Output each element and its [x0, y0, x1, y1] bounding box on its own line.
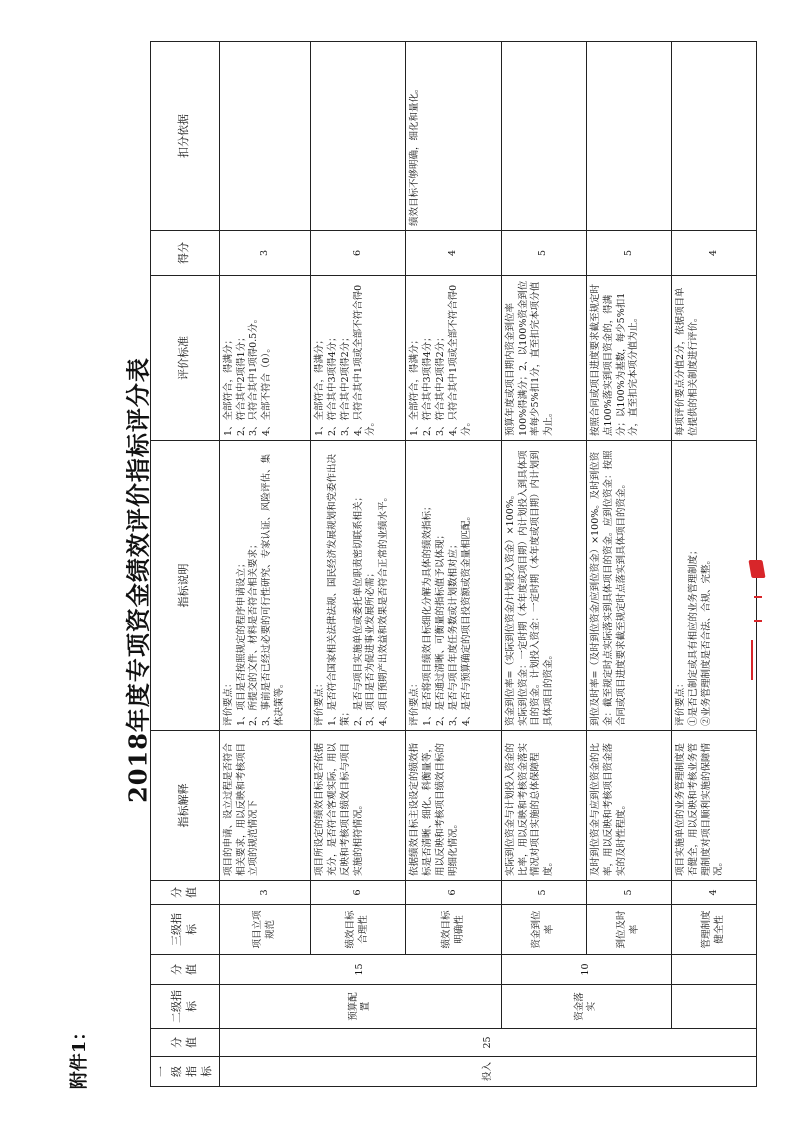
- l2-score-empty: [671, 955, 756, 985]
- explain-cell: 实际到位资金与计划投入资金的比率，用以反映和考核资金落实情况对项目实施的总体保障程度。: [501, 731, 586, 881]
- header-l3-score: 分值: [151, 881, 220, 905]
- criteria-cell: 1、全部符合，得满分； 2、符合其中3项得4分； 3、符合其中2项得2分； 4、只符合其中1项或全部不符合得0分。: [406, 276, 501, 441]
- explain-cell: 项目的申请、设立过程是否符合相关要求，用以反映和考核项目立项的规范情况下: [219, 731, 310, 881]
- got-cell: 5: [586, 231, 671, 276]
- criteria-cell: 每项评价要点分值2分，依据项目单位提供的相关制度进行评价。: [671, 276, 756, 441]
- table-row: [586, 42, 671, 1087]
- header-l1-score: 分值: [151, 1029, 220, 1057]
- red-seal-fragment: [748, 560, 770, 690]
- explain-cell: 项目所设定的绩效目标是否依据充分，是否符合客观实际，用以反映和考核项目绩效目标与项目实施的相符情况。: [311, 731, 406, 881]
- l3-score: 4: [671, 881, 756, 905]
- header-desc: 指标说明: [151, 441, 220, 731]
- got-cell: 6: [311, 231, 406, 276]
- seal-mark: [748, 560, 765, 578]
- deduct-cell: [586, 42, 671, 231]
- seal-mark: [754, 596, 762, 622]
- header-got: 得分: [151, 231, 220, 276]
- l3-name: 项目立项规范: [219, 905, 310, 955]
- l3-score: 5: [501, 881, 586, 905]
- deduct-cell: [501, 42, 586, 231]
- deduct-cell: [219, 42, 310, 231]
- criteria-cell: 预算年度或项目期内资金到位率100%得满分；2、以100%资金到位率每少5%扣1分，直至扣完本项分值为止。: [501, 276, 586, 441]
- desc-cell: 评价要点： ①是否已制定或具有相应的业务管理制度； ②业务管理制度是否合法、合规、完整。: [671, 441, 756, 731]
- desc-cell: 资金到位率=（实际到位资金/计划投入资金）×100%。 实际到位资金：一定时期（本年度或项目期）内计划投入到具体项目的资金。计划投入资金：一定时期（本年度或项目期）内计划到具体项目的资金。: [501, 441, 586, 731]
- l3-name: 管理制度健全性: [671, 905, 756, 955]
- l3-name: 绩效目标合理性: [311, 905, 406, 955]
- header-l3: 三级指标: [151, 905, 220, 955]
- l2-score-budget: 15: [219, 955, 501, 985]
- l3-name: 绩效目标明确性: [406, 905, 501, 955]
- l3-score: 3: [219, 881, 310, 905]
- header-deduct: 扣分依据: [151, 42, 220, 231]
- desc-cell: 到位及时率=（及时到位资金/应到位资金）×100%。及时到位资金：截至规定时点实际落实到具体项目的资金。应到位资金：按照合同或项目进度要求截至规定时点落实到具体项目的资金。: [586, 441, 671, 731]
- header-l2: 二级指标: [151, 985, 220, 1029]
- criteria-cell: 1、全部符合，得满分； 2、符合其中2项得1分； 3、只符合其中1项得0.5分。 4、全部不符合（0）。: [219, 276, 310, 441]
- deduct-cell: [671, 42, 756, 231]
- header-criteria: 评价标准: [151, 276, 220, 441]
- l2-name-funds: 资金落实: [501, 985, 671, 1029]
- l1-name: 投入: [219, 1057, 756, 1087]
- got-cell: 4: [671, 231, 756, 276]
- explain-cell: 及时到位资金与应到位资金的比率，用以反映和考核项目资金落实的及时性程度。: [586, 731, 671, 881]
- l3-score: 6: [311, 881, 406, 905]
- l2-score-funds: 10: [501, 955, 671, 985]
- desc-cell: 评价要点： 1、是否将项目绩效目标细化分解为具体的绩效指标； 2、是否通过清晰、可衡量的指标值予以体现； 3、是否与项目年度任务数或计划数相对应； 4、是否与预算确定的项目投资额或资金量相匹配。: [406, 441, 501, 731]
- l2-name-budget: 预算配置: [219, 985, 501, 1029]
- evaluation-table-container: [150, 42, 757, 1087]
- got-cell: 3: [219, 231, 310, 276]
- got-cell: 4: [406, 231, 501, 276]
- l2-name-empty: [671, 985, 756, 1029]
- attachment-label: [58, 1016, 98, 1096]
- table-row: [671, 42, 756, 1087]
- evaluation-table: [150, 41, 757, 1087]
- attachment-label-text: 附件1：: [69, 1022, 90, 1090]
- explain-cell: 项目实施单位的业务管理制度是否健全，用以反映和考核业务管理制度对项目顺利实施的保障情况。: [671, 731, 756, 881]
- table-row: [219, 42, 310, 1087]
- header-l2-score: 分值: [151, 955, 220, 985]
- explain-cell: 依据绩效目标主设设定的绩效指标是否清晰、细化、科衡量等，用以反映和考核项目绩效目标的明细化情况。: [406, 731, 501, 881]
- l3-name: 到位及时率: [586, 905, 671, 955]
- l3-score: 5: [586, 881, 671, 905]
- table-row: [406, 42, 501, 1087]
- l1-score: 25: [219, 1029, 756, 1057]
- criteria-cell: 按照合同或项目进度要求截至规定时点100%落实到项目资金的，得满分；以100%为基数，每少5%扣1分，直至扣完本项分值为止。: [586, 276, 671, 441]
- document-title: [118, 330, 154, 830]
- table-row: [501, 42, 586, 1087]
- table-header-row: [151, 42, 220, 1087]
- header-explain: 指标解释: [151, 731, 220, 881]
- table-row: [311, 42, 406, 1087]
- l3-score: 6: [406, 881, 501, 905]
- desc-cell: 评价要点： 1、是否符合国家相关法律法规、国民经济发展规划和党委作出决策； 2、是否与项目实施单位或委托单位职责密切联系相关； 3、项目是否为促进事业发展所必需； 4、项目预期产出效益和效果是否符合正常的业绩水平。: [311, 441, 406, 731]
- seal-mark: [751, 640, 765, 680]
- deduct-cell: [311, 42, 406, 231]
- deduct-cell: 绩效目标不够明确，细化和量化。: [406, 42, 501, 231]
- header-l1: 一级指标: [151, 1057, 220, 1087]
- l3-name: 资金到位率: [501, 905, 586, 955]
- document-title-text: 2018年度专项资金绩效评价指标评分表: [123, 357, 153, 803]
- desc-cell: 评价要点： 1、项目是否按照规定的程序申请设立； 2、所提交的文件、材料是否符合相关要求； 3、事前是否已经过必要的可行性研究、专家认证、风险评估、集体决策等。: [219, 441, 310, 731]
- criteria-cell: 1、全部符合，得满分； 2、符合其中3项得4分； 3、符合其中2项得2分； 4、只符合其中1项或全部不符合得0分。: [311, 276, 406, 441]
- got-cell: 5: [501, 231, 586, 276]
